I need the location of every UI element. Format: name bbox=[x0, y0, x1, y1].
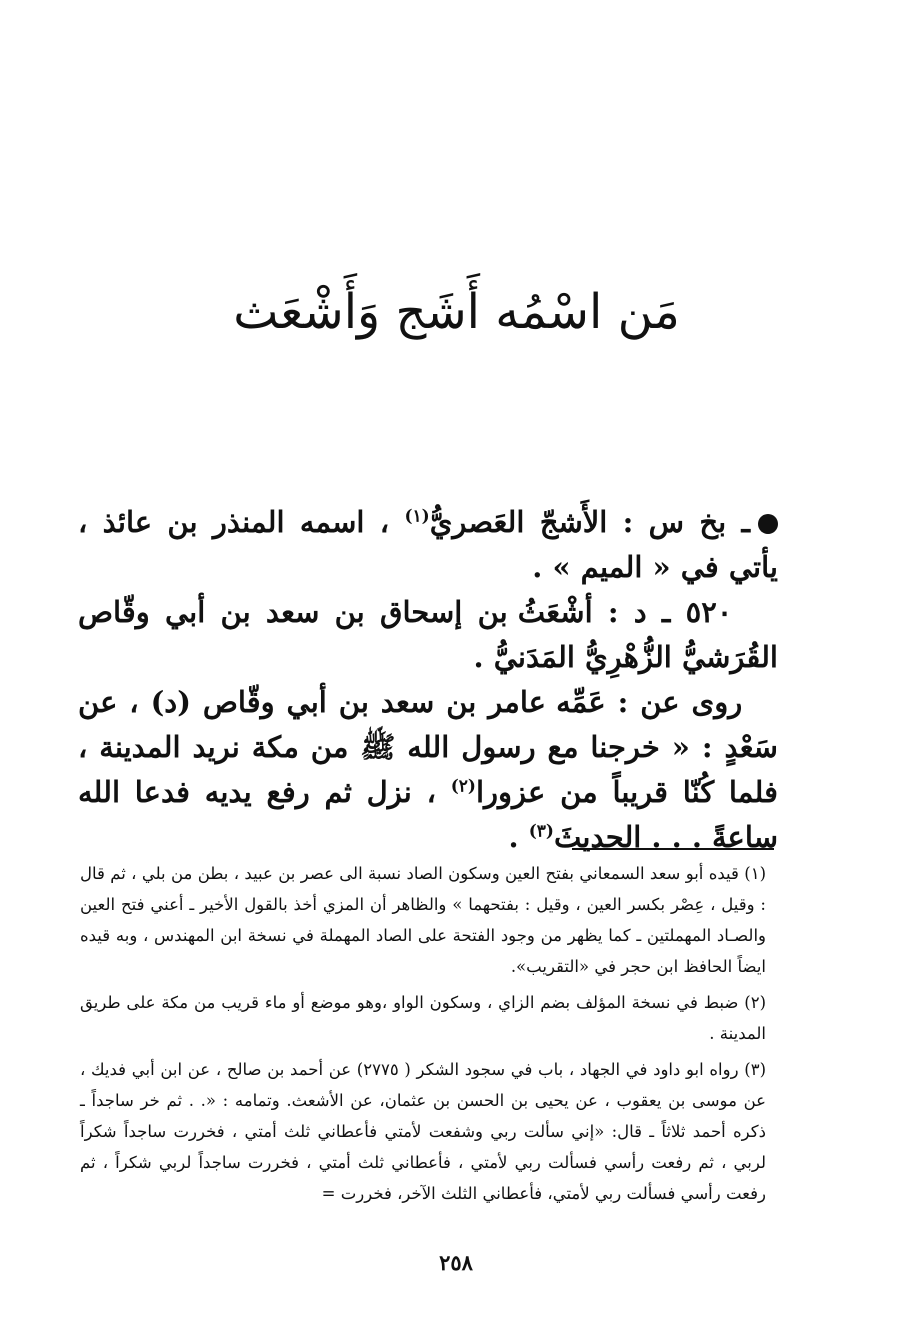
bullet-icon bbox=[758, 514, 778, 534]
footnote-ref: (٢) bbox=[450, 776, 476, 797]
narration-text: ، نزل ثم رفع يديه فدعا الله ساعةً . . . الحديثَ bbox=[78, 775, 778, 854]
entry-lead: ـ بخ س : bbox=[607, 505, 750, 539]
narration-text: . bbox=[508, 820, 529, 854]
footnote-1: (١) قيده أبو سعد السمعاني بفتح العين وسكون الصاد نسبة الى عصر بن عبيد ، بطن من بلي ، ثم قال : وقيل ، عِصْر بكسر العين ، وقيل : بفتحهما » والظاهر أن المزي أخذ بالقول الأخير ـ أعني فتح العين والصـاد المهملتين ـ كما يظهر من وجود الفتحة على الصاد المهملة في نسخة ابن المهندس ، وبه قيده ايضاً الحافظ ابن حجر في «التقريب». bbox=[80, 864, 766, 976]
page-number: ٢٥٨ bbox=[439, 1250, 473, 1275]
footnote-divider bbox=[572, 848, 774, 850]
main-text bbox=[78, 500, 778, 860]
narration-text: عَمِّه عامر بن سعد بن أبي وقّاص (د) ، عن سَعْدٍ : « خرجنا مع رسول الله ﷺ من مكة نريد المدينة ، فلما كُنّا قريباً من عزورا bbox=[78, 685, 778, 809]
entry-number: ٥٢٠ bbox=[685, 595, 733, 629]
footnote-2: (٢) ضبط في نسخة المؤلف بضم الزاي ، وسكون الواو ،وهو موضع أو ماء قريب من مكة على طريق المدينة . bbox=[80, 993, 766, 1043]
entry-name: أشْعَثُ بن إسحاق بن سعد بن أبي وقّاص القُرَشيُّ الزُّهْرِيُّ المَدَنيُّ bbox=[78, 595, 778, 674]
entry-ashajj bbox=[78, 500, 778, 590]
chapter-title: مَن اسْمُه أَشَج وَأَشْعَث bbox=[233, 284, 680, 340]
entry-name: الأَشجّ العَصريُّ bbox=[429, 505, 608, 539]
entry-rest: . bbox=[473, 640, 494, 674]
entry-rest: ، اسمه المنذر بن عائذ ، يأتي في « الميم » . bbox=[78, 505, 778, 584]
footnote-ref: (١) bbox=[404, 506, 430, 527]
footnotes bbox=[80, 858, 766, 1214]
footnote-3: (٣) رواه ابو داود في الجهاد ، باب في سجود الشكر ( ٢٧٧٥) عن أحمد بن صالح ، عن ابن أبي فديك ، عن موسى بن يعقوب ، عن يحيى بن الحسن بن عثمان، عن الأشعث. وتمامه : «. . ثم خر ساجداً ـ ذكره أحمد ثلاثاً ـ قال: «إني سألت ربي وشفعت لأمتي فأعطاني ثلث أمتي ، فخررت ساجداً شكراً لربي ، ثم رفعت رأسي فسألت ربي لأمتي ، فأعطاني ثلث أمتي ، فخررت ساجداً لربي شكراً ، ثم رفعت رأسي فسألت ربي لأمتي، فأعطاني الثلث الآخر، فخررت = bbox=[80, 1060, 766, 1203]
narration-label: روى عن : bbox=[605, 685, 743, 719]
narration bbox=[78, 680, 778, 860]
entry-lead: ـ د : bbox=[592, 595, 686, 629]
entry-ashath bbox=[78, 590, 778, 680]
footnote-ref: (٣) bbox=[528, 821, 554, 842]
